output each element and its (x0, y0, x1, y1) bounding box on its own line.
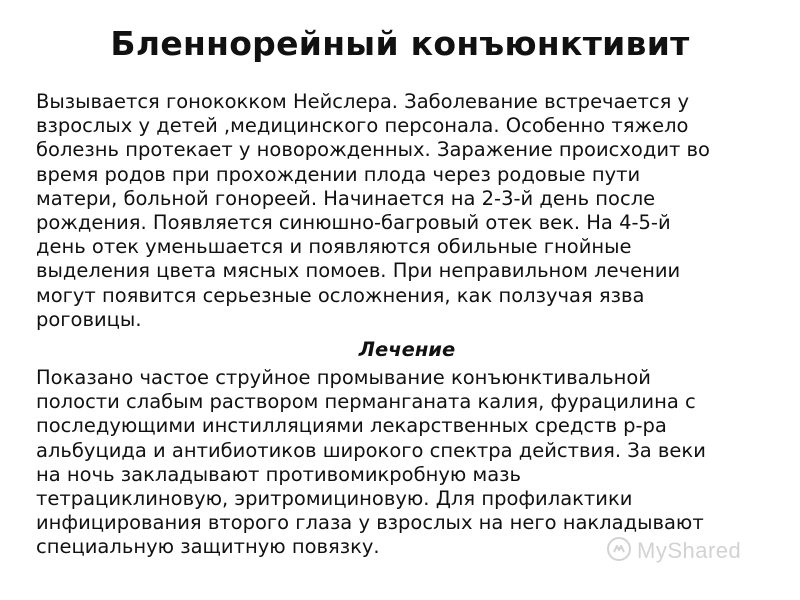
treatment-heading: Лечение (358, 338, 456, 362)
intro-line: время родов при прохождении плода через родовые пути (36, 162, 641, 186)
intro-line: Вызывается гонококком Нейслера. Заболевание встречается у (36, 90, 690, 113)
intro-line: рождения. Появляется синюшно-багровый отек век. На 4-5-й (36, 211, 671, 235)
treatment-paragraph (36, 366, 778, 560)
intro-line: могут появится серьезные осложнения, как ползучая язва (36, 283, 645, 307)
treatment-line: Показано частое струйное промывание конъюнктивальной (36, 366, 651, 390)
intro-line: матери, больной гонореей. Начинается на 2-3-й день после (36, 186, 656, 210)
treatment-line: инфицирования второго глаза у взрослых на него накладывают (36, 511, 704, 535)
treatment-line: тетрациклиновую, эритромициновую. Для профилактики (36, 487, 633, 511)
treatment-line: полости слабым раствором перманганата калия, фурацилина с (36, 390, 696, 414)
treatment-line: специальную защитную повязку. (36, 535, 380, 559)
intro-line: день отек уменьшается и появляются обильные гнойные (36, 235, 632, 259)
treatment-line: альбуцида и антибиотиков широкого спектра действия. За веки (36, 438, 706, 462)
intro-line: роговицы. (36, 307, 142, 331)
slide-title: Бленнорейный конъюнктивит (110, 24, 690, 63)
intro-paragraph (36, 90, 778, 332)
intro-line: выделения цвета мясных помоев. При неправильном лечении (36, 259, 681, 283)
slide-content (36, 90, 778, 560)
treatment-line: на ночь закладывают противомикробную мазь (36, 462, 522, 486)
treatment-line: последующими инстилляциями лекарственных средств р-ра (36, 414, 667, 438)
watermark-text: MyShared (637, 538, 742, 563)
intro-line: взрослых у детей ,медицинского персонала. Особенно тяжело (36, 114, 689, 138)
intro-line: болезнь протекает у новорожденных. Заражение происходит во (36, 138, 710, 162)
